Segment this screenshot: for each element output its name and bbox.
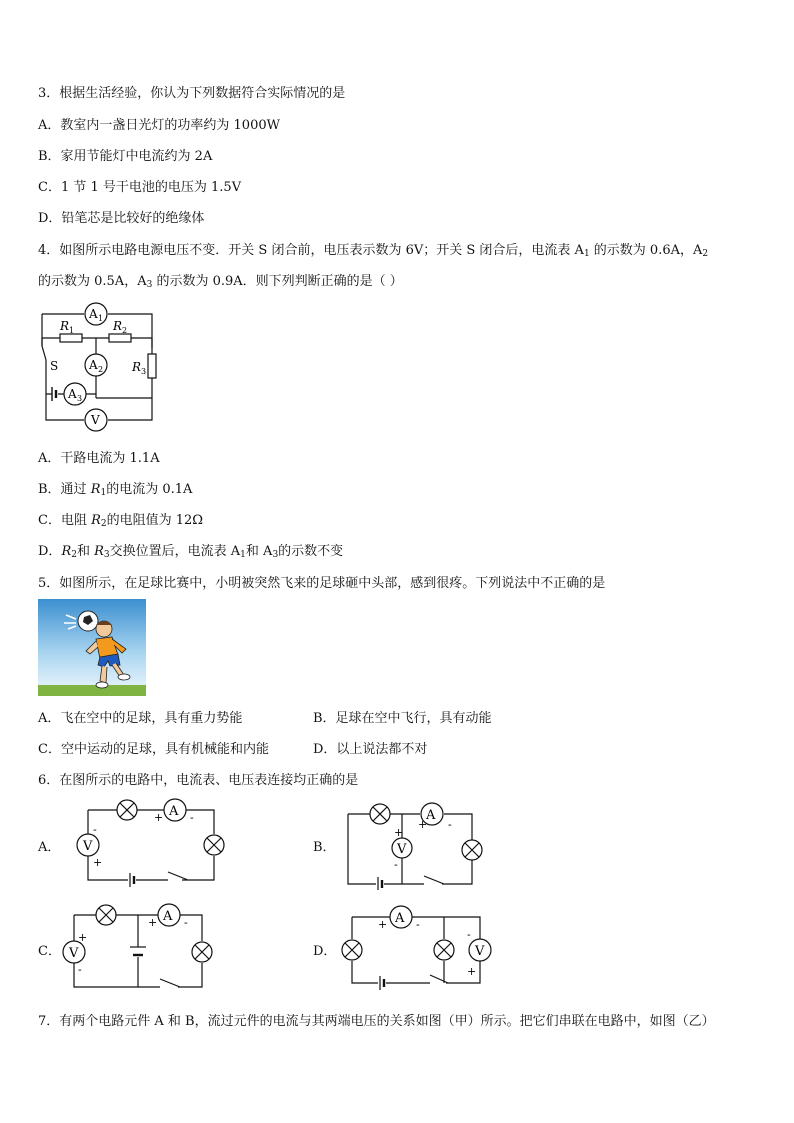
q3-option-c: C．1 节 1 号干电池的电压为 1.5V bbox=[38, 180, 242, 195]
q6-circuit-b bbox=[340, 798, 492, 890]
r1-sub: 1 bbox=[69, 326, 75, 335]
q5-option-c: C．空中运动的足球，具有机械能和内能 bbox=[38, 742, 269, 757]
q4-stem-line2: 的示数为 0.5A，$A_3$ 的示数为 0.9A．则下列判断正确的是（ ） bbox=[38, 274, 403, 290]
voltmeter-d-plus: + bbox=[467, 965, 477, 978]
q6-stem: 6．在图所示的电路中，电流表、电压表连接均正确的是 bbox=[38, 773, 359, 788]
q4-option-a: A．干路电流为 1.1A bbox=[38, 451, 160, 466]
q6-label-a: A． bbox=[38, 840, 61, 855]
ammeter-b-label: A bbox=[426, 808, 436, 823]
ammeter-a-minus: - bbox=[190, 811, 194, 824]
q3-option-a: A．教室内一盏日光灯的功率约为 1000W bbox=[38, 118, 280, 133]
ammeter-a1-label: A bbox=[89, 307, 98, 321]
ammeter-a-plus: + bbox=[154, 811, 164, 824]
voltmeter-c-plus: + bbox=[78, 931, 88, 944]
ammeter-a2-label: A bbox=[89, 358, 98, 372]
q6-circuit-c bbox=[60, 903, 220, 995]
voltmeter-d-minus: - bbox=[467, 928, 471, 941]
ammeter-d-plus: + bbox=[378, 918, 388, 931]
q3-option-b: B．家用节能灯中电流约为 2A bbox=[38, 149, 213, 164]
ammeter-b-plus: + bbox=[418, 818, 428, 831]
q4-option-d: D．$R_2$和 $R_3$交换位置后，电流表 $A_1$和 $A_3$的示数不变 bbox=[38, 544, 344, 560]
voltmeter-a-minus: - bbox=[93, 823, 97, 836]
r2-sub: 2 bbox=[122, 326, 128, 335]
q4-stem-line1: 4．如图所示电路电源电压不变．开关 S 闭合前，电压表示数为 6V；开关 S 闭合后，电流表 $A_1$ 的示数为 0.6A，$A_2$ bbox=[38, 243, 709, 259]
q6-label-b: B． bbox=[313, 840, 336, 855]
voltmeter-b-plus: + bbox=[394, 826, 404, 839]
voltmeter-a-plus: + bbox=[93, 856, 103, 869]
ammeter-d-minus: - bbox=[416, 918, 420, 931]
voltmeter-c-label: V bbox=[69, 946, 79, 961]
q7-stem: 7．有两个电路元件 A 和 B，流过元件的电流与其两端电压的关系如图（甲）所示。把它们串联在电路中，如图（乙） bbox=[38, 1014, 715, 1029]
voltmeter-a-label: V bbox=[83, 839, 93, 854]
voltmeter-c-minus: - bbox=[78, 963, 82, 976]
ammeter-a3-label: A bbox=[68, 387, 77, 401]
q4-option-c: C．电阻 $R_2$的电阻值为 12Ω bbox=[38, 513, 204, 529]
voltmeter-label: V bbox=[91, 413, 100, 427]
ammeter-c-minus: - bbox=[184, 916, 188, 929]
ammeter-c-plus: + bbox=[148, 916, 158, 929]
switch-label: S bbox=[50, 359, 59, 373]
q6-circuit-d bbox=[336, 903, 498, 999]
r3-label: R bbox=[132, 360, 142, 374]
voltmeter-d-label: V bbox=[475, 944, 485, 959]
q5-stem: 5．如图所示，在足球比赛中，小明被突然飞来的足球砸中头部，感到很疼。下列说法中不正确的是 bbox=[38, 576, 606, 591]
q6-circuit-a bbox=[72, 796, 232, 888]
q5-option-a: A．飞在空中的足球，具有重力势能 bbox=[38, 711, 243, 726]
q4-option-b: B．通过 $R_1$的电流为 0.1A bbox=[38, 482, 193, 498]
ammeter-b-minus: - bbox=[448, 818, 452, 831]
ammeter-a2-sub: 2 bbox=[98, 365, 104, 374]
ammeter-a-label: A bbox=[169, 804, 179, 819]
ammeter-d-label: A bbox=[395, 911, 405, 926]
ammeter-a1-sub: 1 bbox=[98, 314, 104, 323]
voltmeter-b-minus: - bbox=[394, 858, 398, 871]
ammeter-a3-sub: 3 bbox=[77, 394, 83, 403]
q5-option-d: D．以上说法都不对 bbox=[313, 742, 428, 757]
q6-label-c: C． bbox=[38, 944, 61, 959]
q5-football-illustration bbox=[38, 599, 146, 696]
q4-circuit-diagram bbox=[34, 298, 164, 434]
r1-label: R bbox=[60, 319, 70, 333]
q6-label-d: D． bbox=[313, 944, 337, 959]
r3-sub: 3 bbox=[141, 367, 147, 376]
ammeter-c-label: A bbox=[163, 909, 173, 924]
voltmeter-b-label: V bbox=[397, 842, 407, 857]
q5-option-b: B．足球在空中飞行，具有动能 bbox=[313, 711, 492, 726]
q3-stem: 3．根据生活经验，你认为下列数据符合实际情况的是 bbox=[38, 86, 346, 101]
q3-option-d: D．铅笔芯是比较好的绝缘体 bbox=[38, 211, 205, 226]
r2-label: R bbox=[113, 319, 123, 333]
